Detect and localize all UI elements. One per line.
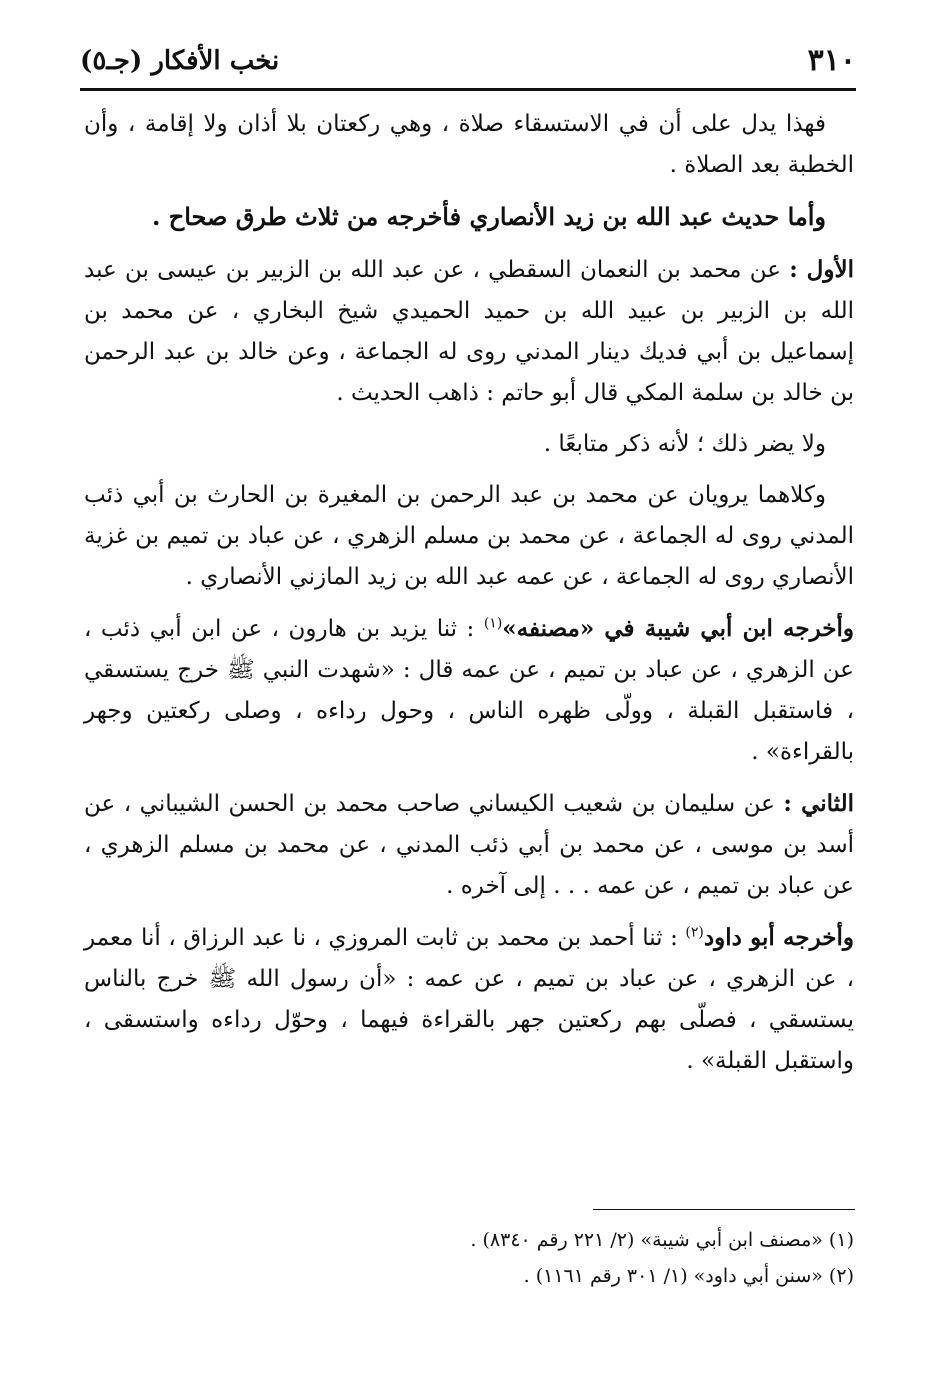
paragraph-4: ولا يضر ذلك ؛ لأنه ذكر متابعًا .	[543, 431, 826, 457]
paragraph-second-route	[84, 783, 854, 907]
footnote-ref-1: (١)	[483, 615, 503, 632]
ibn-abi-shaybah-lead: وأخرجه ابن أبي شيبة في «مصنفه»	[502, 615, 855, 642]
first-route-label: الأول :	[789, 256, 854, 283]
paragraph-ibn-abi-shaybah	[84, 608, 854, 773]
section-heading: وأما حديث عبد الله بن زيد الأنصاري فأخرجه من ثلاث طرق صحاح .	[152, 202, 826, 231]
footnote-2: (٢) «سنن أبي داود» (١/ ٣٠١ رقم ١١٦١) .	[523, 1265, 854, 1287]
abu-dawud-lead: وأخرجه أبو داود	[703, 924, 855, 951]
first-route-text: عن محمد بن النعمان السقطي ، عن عبد الله بن الزبير بن عيسى بن عبد الله بن الزبير بن عبيد الله بن حميد الحميدي شيخ البخاري ، عن محمد بن إسماعيل بن أبي فديك دينار المدني روى له الجماعة ، وعن خالد بن عبد الرحمن بن خالد بن سلمة المكي قال أبو حاتم : ذاهب الحديث .	[84, 257, 854, 406]
header-rule	[80, 88, 856, 91]
second-route-label: الثاني :	[783, 790, 855, 817]
footnote-1: (١) «مصنف ابن أبي شيبة» (٢/ ٢٢١ رقم ٨٣٤٠) .	[470, 1229, 854, 1251]
second-route-text: عن سليمان بن شعيب الكيساني صاحب محمد بن الحسن الشيباني ، عن أسد بن موسى ، عن محمد بن أبي ذئب المدني ، عن محمد بن مسلم الزهري ، عن عباد بن تميم ، عن عمه . . . إلى آخره .	[84, 791, 854, 899]
paragraph-5: وكلاهما يرويان عن محمد بن عبد الرحمن بن المغيرة بن الحارث بن أبي ذئب المدني روى له الجماعة ، عن محمد بن مسلم الزهري ، عن عباد بن تميم بن غزية الأنصاري روى له الجماعة ، عن عمه عبد الله بن زيد المازني الأنصاري .	[84, 482, 854, 590]
paragraph-abu-dawud	[84, 917, 854, 1082]
paragraph-first-route	[84, 249, 854, 414]
footnotes	[84, 1222, 854, 1294]
footnote-ref-2: (٢)	[685, 924, 704, 941]
ibn-abi-shaybah-text: : ثنا يزيد بن هارون ، عن ابن أبي ذئب ، عن الزهري ، عن عباد بن تميم ، عن عمه قال : «شهدت النبي ﷺ خرج يستسقي ، فاستقبل القبلة ، وولّى ظهره الناس ، وحول رداءه ، وصلى ركعتين وجهر بالقراءة» .	[84, 616, 854, 765]
page-header	[80, 44, 856, 84]
main-text	[84, 104, 854, 1092]
running-title: نخب الأفكار (جـ٥)	[80, 46, 280, 76]
abu-dawud-text: : ثنا أحمد بن محمد بن ثابت المروزي ، نا عبد الرزاق ، أنا معمر ، عن الزهري ، عن عباد بن تميم ، عن عمه : «أن رسول الله ﷺ خرج بالناس يستسقي ، فصلّى بهم ركعتين جهر بالقراءة فيهما ، وحوّل رداءه واستسقى ، واستقبل القبلة» .	[84, 925, 854, 1074]
page-number: ٣١٠	[807, 43, 856, 78]
paragraph-1: فهذا يدل على أن في الاستسقاء صلاة ، وهي ركعتان بلا أذان ولا إقامة ، وأن الخطبة بعد الصلاة .	[84, 111, 854, 178]
footnote-rule	[593, 1209, 855, 1210]
